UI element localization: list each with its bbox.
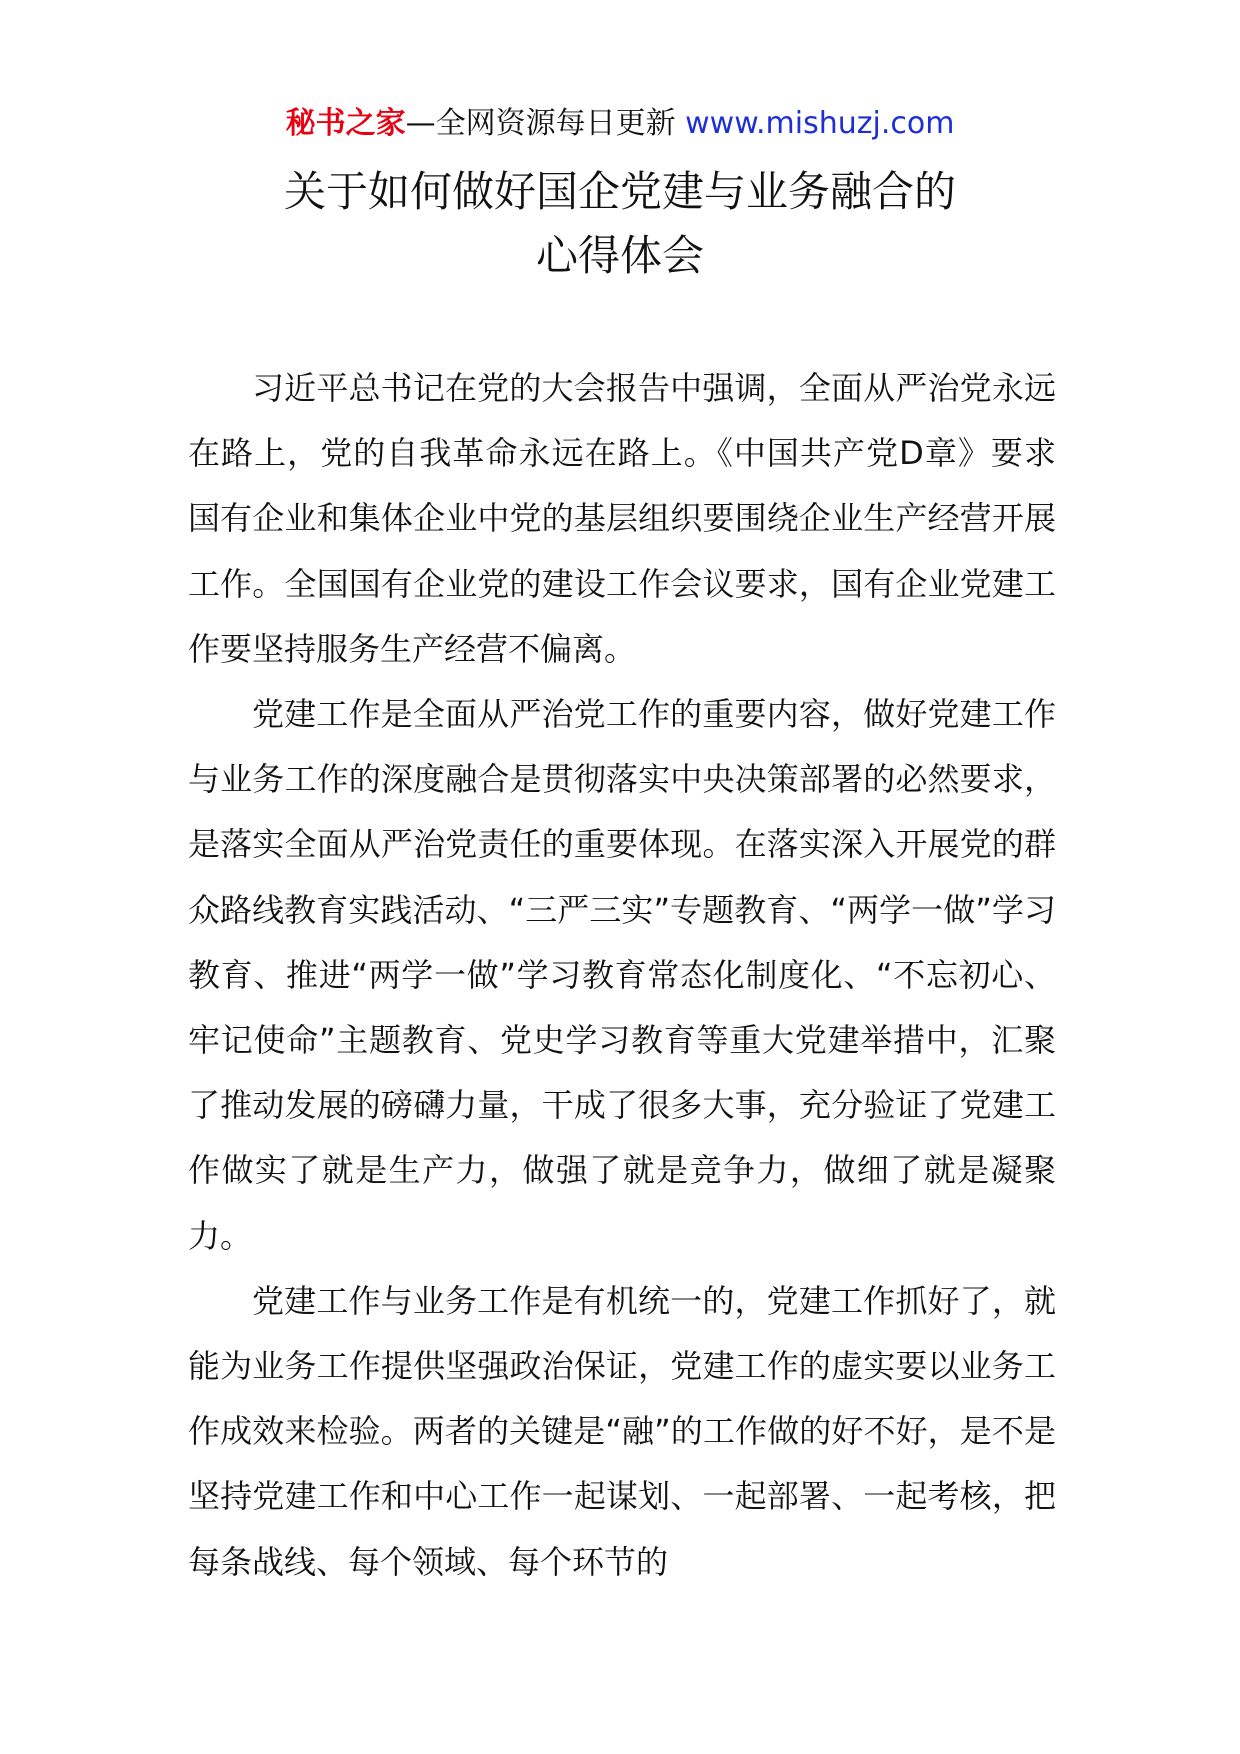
site-banner	[0, 104, 1240, 144]
brand-name: 秘书之家	[285, 106, 406, 141]
banner-tagline: —全网资源每日更新	[405, 106, 676, 141]
body-paragraph: 党建工作与业务工作是有机统一的，党建工作抓好了，就能为业务工作提供坚强政治保证，党建工作的虚实要以业务工作成效来检验。两者的关键是“融”的工作做的好不好，是不是坚持党建工作和中心工作一起谋划、一起部署、一起考核，把每条战线、每个领域、每个环节的	[188, 1281, 1056, 1581]
body-paragraph: 习近平总书记在党的大会报告中强调，全面从严治党永远在路上，党的自我革命永远在路上。《中国共产党D章》要求国有企业和集体企业中党的基层组织要围绕企业生产经营开展工作。全国国有企业党的建设工作会议要求，国有企业党建工作要坚持服务生产经营不偏离。	[188, 369, 1056, 668]
document-body	[188, 356, 1056, 1595]
document-title	[0, 160, 1240, 288]
title-line-2: 心得体会	[535, 231, 704, 280]
body-paragraph: 党建工作是全面从严治党工作的重要内容，做好党建工作与业务工作的深度融合是贯彻落实中央决策部署的必然要求，是落实全面从严治党责任的重要体现。在落实深入开展党的群众路线教育实践活动、“三严三实”专题教育、“两学一做”学习教育、推进“两学一做”学习教育常态化制度化、“不忘初心、牢记使命”主题教育、党史学习教育等重大党建举措中，汇聚了推动发展的磅礴力量，干成了很多大事，充分验证了党建工作做实了就是生产力，做强了就是竞争力，做细了就是凝聚力。	[188, 695, 1056, 1255]
title-line-1: 关于如何做好国企党建与业务融合的	[283, 167, 956, 216]
banner-url-link[interactable]: www.mishuzj.com	[685, 106, 955, 141]
